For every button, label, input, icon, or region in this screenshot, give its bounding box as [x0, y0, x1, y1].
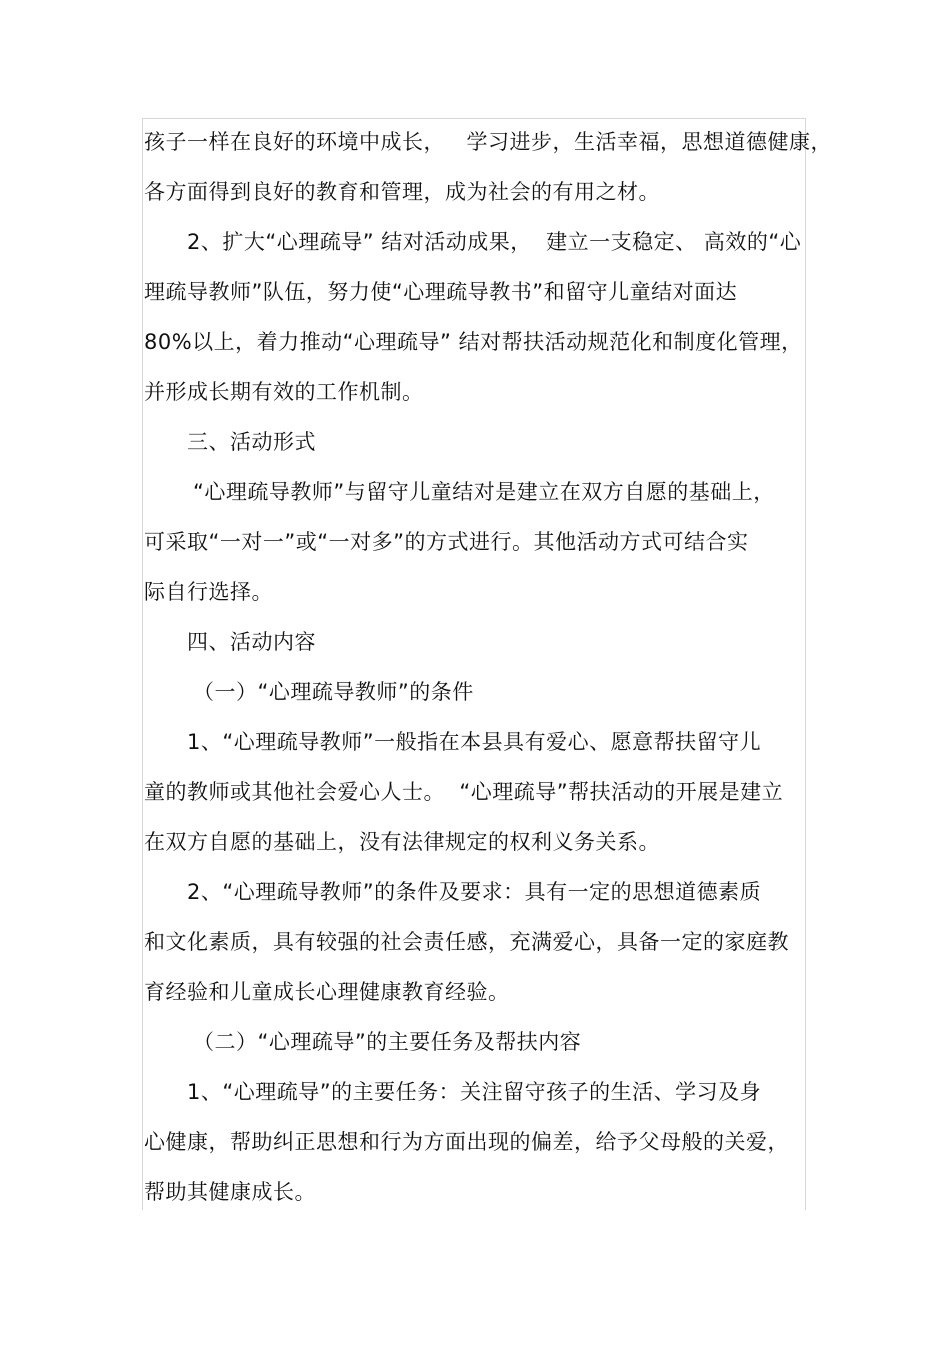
text-line: 孩子一样在良好的环境中成长， 学习进步，生活幸福，思想道德健康， [144, 130, 833, 154]
paragraph-start-line: “心理疏导教师”与留守儿童结对是建立在双方自愿的基础上， [193, 480, 775, 504]
text-line: 心健康，帮助纠正思想和行为方面出现的偏差，给予父母般的关爱， [144, 1130, 789, 1154]
section-heading: 三、活动形式 [187, 430, 316, 454]
text-line: 帮助其健康成长。 [144, 1180, 316, 1204]
text-line: 在双方自愿的基础上，没有法律规定的权利义务关系。 [144, 830, 660, 854]
paragraph-start-line: 2、扩大“心理疏导” 结对活动成果， 建立一支稳定、 高效的“心 [187, 230, 802, 254]
text-line: 际自行选择。 [144, 580, 273, 604]
text-line: 理疏导教师”队伍，努力使“心理疏导教书”和留守儿童结对面达 [144, 280, 738, 304]
text-line: 80%以上，着力推动“心理疏导” 结对帮扶活动规范化和制度化管理， [144, 330, 803, 354]
paragraph-start-line: 1、“心理疏导”的主要任务：关注留守孩子的生活、学习及身 [187, 1080, 762, 1104]
paragraph-start-line: 2、“心理疏导教师”的条件及要求：具有一定的思想道德素质 [187, 880, 762, 904]
text-line: 可采取“一对一”或“一对多”的方式进行。其他活动方式可结合实 [144, 530, 749, 554]
text-line: 并形成长期有效的工作机制。 [144, 380, 424, 404]
text-line: 各方面得到良好的教育和管理，成为社会的有用之材。 [144, 180, 660, 204]
text-line: 育经验和儿童成长心理健康教育经验。 [144, 980, 510, 1004]
text-line: 和文化素质，具有较强的社会责任感，充满爱心，具备一定的家庭教 [144, 930, 789, 954]
text-line: 童的教师或其他社会爱心人士。 “心理疏导”帮扶活动的开展是建立 [144, 780, 784, 804]
paragraph-start-line: 1、“心理疏导教师”一般指在本县具有爱心、愿意帮扶留守儿 [187, 730, 762, 754]
subsection-heading: （二）“心理疏导”的主要任务及帮扶内容 [193, 1030, 582, 1054]
subsection-heading: （一）“心理疏导教师”的条件 [193, 680, 474, 704]
section-heading: 四、活动内容 [187, 630, 316, 654]
